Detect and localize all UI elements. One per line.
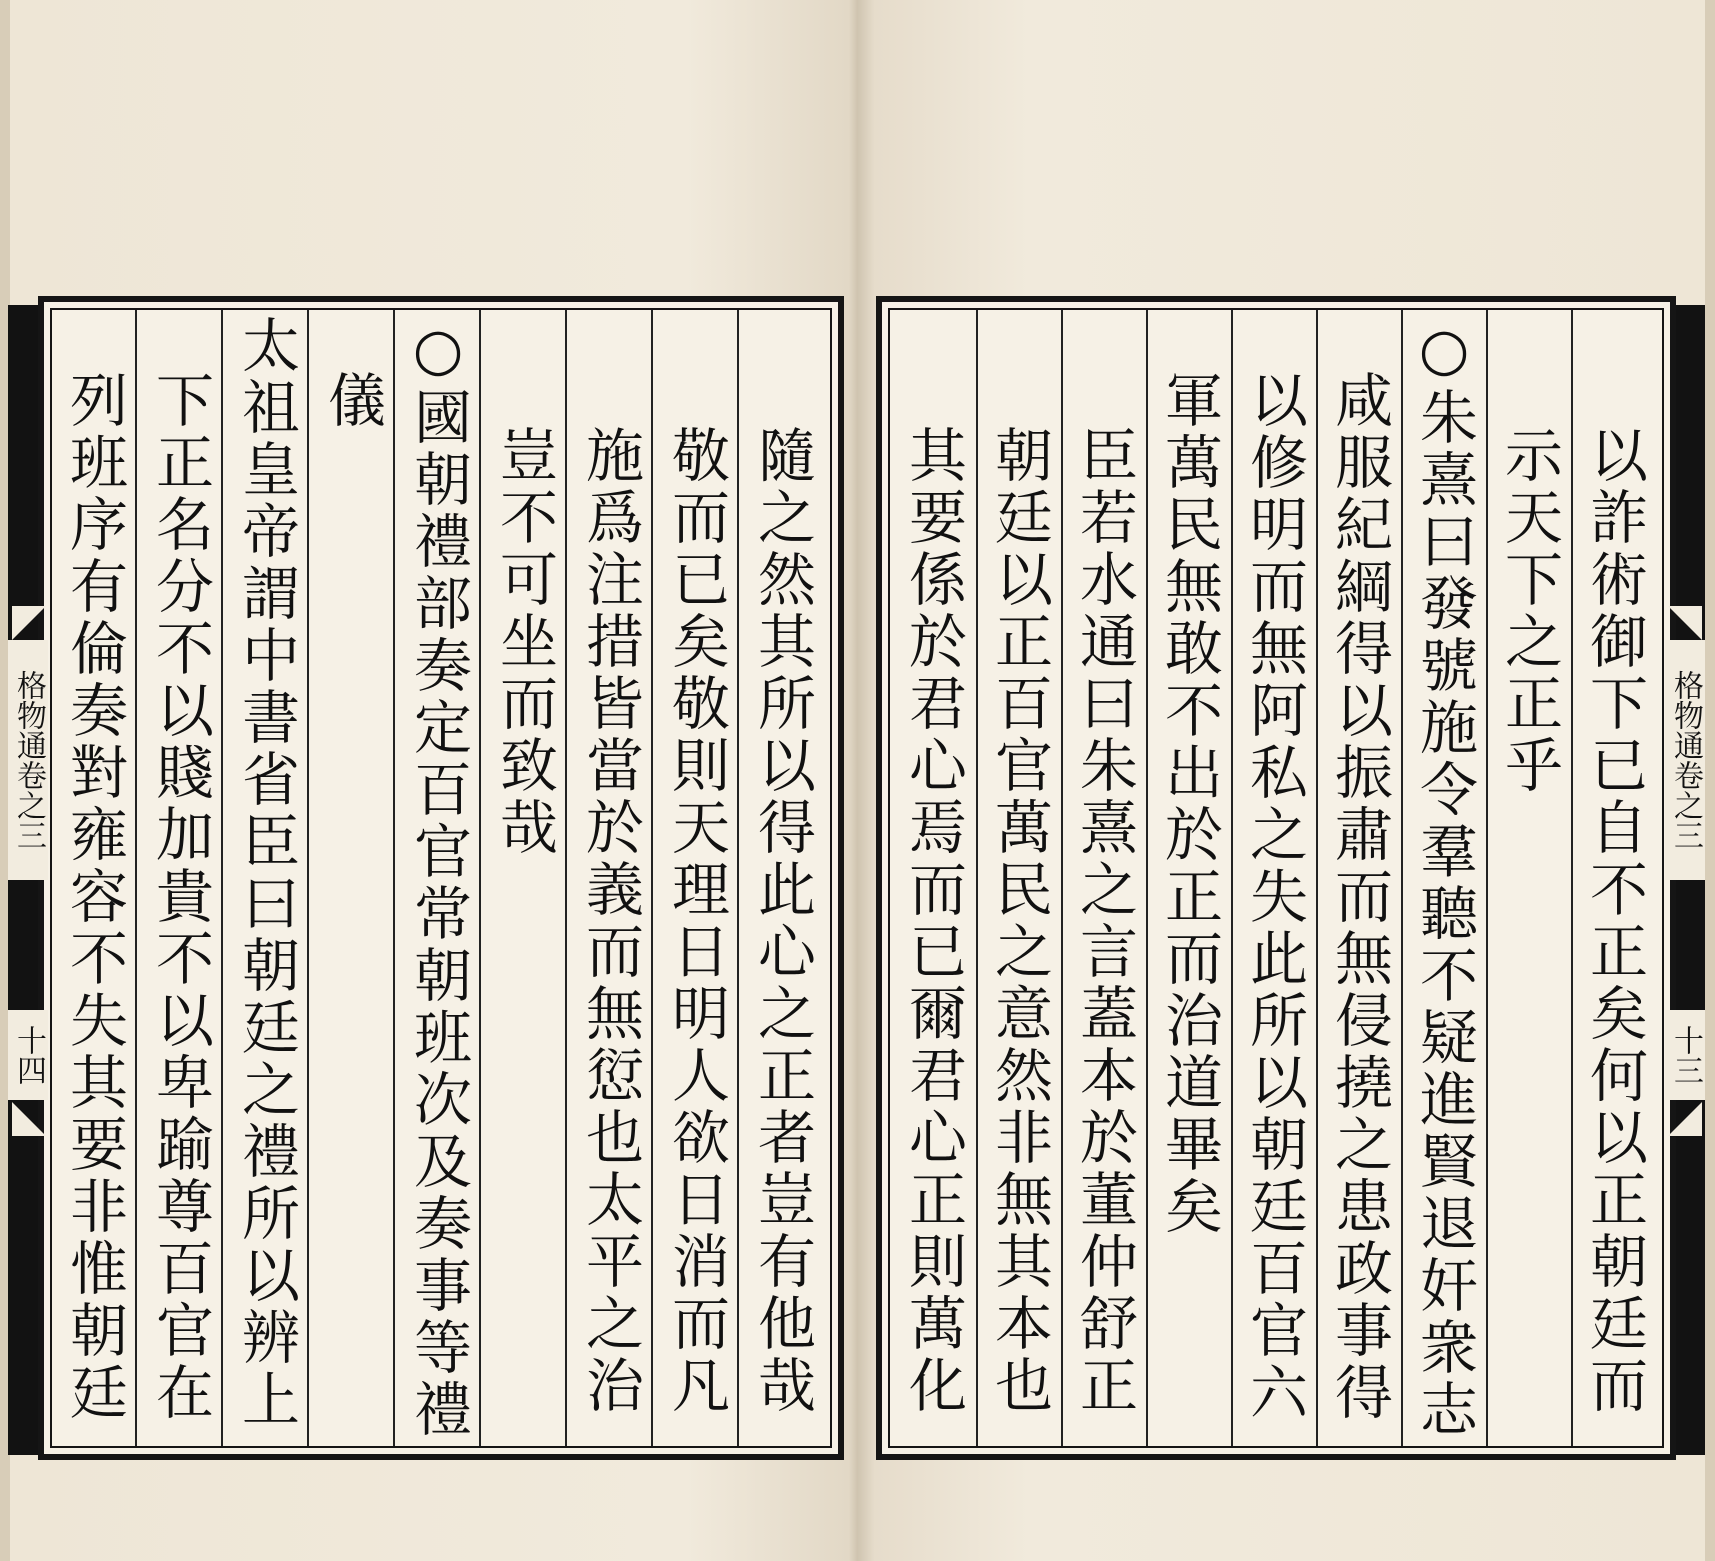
right-text-column-6: 咸服紀綱得以振肅而無侵撓之患政事得 xyxy=(1325,370,1393,1424)
right-page-number: 十三 xyxy=(1665,1010,1705,1100)
right-column-rule xyxy=(1146,310,1148,1446)
left-column-rule xyxy=(565,310,567,1446)
left-text-column-5: ○國朝禮部奏定百官常朝班次及奏事等禮 xyxy=(404,315,472,1441)
left-column-rule xyxy=(393,310,395,1446)
right-text-column-7: ○朱熹曰發號施令羣聽不疑進賢退奸衆志 xyxy=(1410,315,1478,1441)
left-column-rule xyxy=(479,310,481,1446)
left-text-column-2: 下正名分不以賤加貴不以卑踰尊百官在 xyxy=(146,370,214,1424)
right-column-rule xyxy=(976,310,978,1446)
right-column-rule xyxy=(1231,310,1233,1446)
left-column-rule xyxy=(307,310,309,1446)
left-column-rule xyxy=(135,310,137,1446)
right-margin-label: 格物通卷之三 xyxy=(1665,640,1705,880)
right-text-column-5: 以修明而無阿私之失此所以朝廷百官六 xyxy=(1240,370,1308,1424)
right-column-rule xyxy=(1401,310,1403,1446)
right-text-column-3: 臣若水通曰朱熹之言蓋本於董仲舒正 xyxy=(1070,425,1138,1417)
right-text-column-4: 軍萬民無敢不出於正而治道畢矣 xyxy=(1155,370,1223,1238)
left-column-rule xyxy=(737,310,739,1446)
left-text-column-1: 列班序有倫奏對雍容不失其要非惟朝廷 xyxy=(60,370,128,1424)
left-column-rule xyxy=(221,310,223,1446)
right-page-edge xyxy=(1705,0,1715,1561)
right-text-column-8: 示天下之正乎 xyxy=(1495,425,1563,797)
left-text-column-7: 施爲注措皆當於義而無愆也太平之治 xyxy=(576,425,644,1417)
left-margin-label: 格物通卷之三 xyxy=(8,640,48,880)
left-text-column-4: 儀 xyxy=(318,370,386,432)
right-text-column-1: 其要係於君心焉而已爾君心正則萬化 xyxy=(899,425,967,1417)
left-text-column-9: 隨之然其所以得此心之正者豈有他哉 xyxy=(748,425,816,1417)
left-text-column-3: 太祖皇帝謂中書省臣曰朝廷之禮所以辨上 xyxy=(232,315,300,1431)
right-column-rule xyxy=(1486,310,1488,1446)
left-text-column-8: 敬而已矣敬則天理日明人欲日消而凡 xyxy=(662,425,730,1417)
right-column-rule xyxy=(1571,310,1573,1446)
left-page-number: 十四 xyxy=(8,1010,48,1100)
left-column-rule xyxy=(651,310,653,1446)
right-text-column-9: 以詐術御下已自不正矣何以正朝廷而 xyxy=(1580,425,1648,1417)
right-text-column-2: 朝廷以正百官萬民之意然非無其本也 xyxy=(985,425,1053,1417)
right-column-rule xyxy=(1061,310,1063,1446)
right-column-rule xyxy=(1316,310,1318,1446)
left-text-column-6: 豈不可坐而致哉 xyxy=(490,425,558,859)
